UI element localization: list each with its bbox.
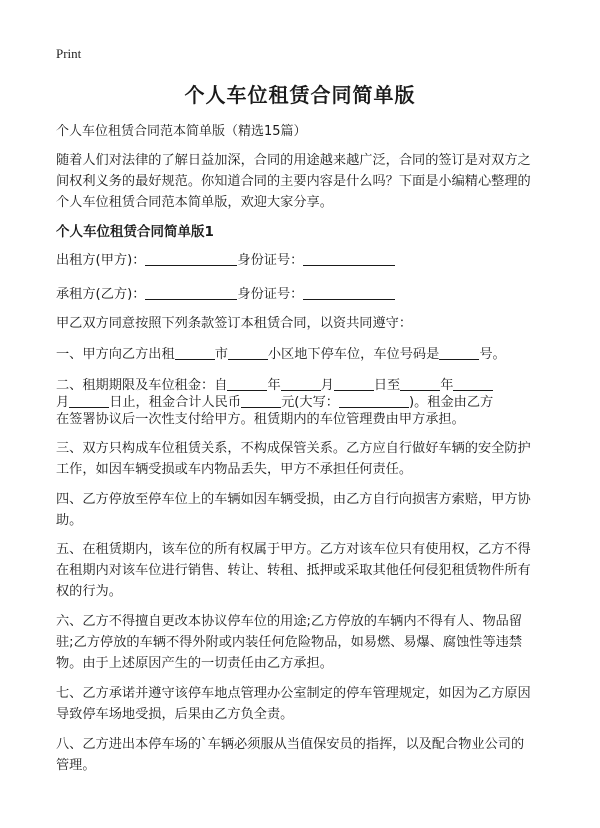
lessor-label: 出租方(甲方)：: [56, 253, 146, 268]
end-year-label: 年: [440, 378, 454, 393]
day-to-label: 日至: [373, 378, 401, 393]
city-blank: [175, 345, 215, 360]
clause-6-line-3: 物。由于上述原因产生的一切责任由乙方承担。: [56, 656, 333, 671]
clause-2-total-label: 日止，租金合计人民币: [109, 395, 242, 410]
start-month-blank: [281, 376, 321, 391]
page-title: 个人车位租赁合同简单版: [184, 83, 416, 107]
intro-line-1: 随着人们对法律的了解日益加深，合同的用途越来越广泛，合同的签订是对双方之: [56, 153, 531, 168]
lessor-id-label: 身份证号：: [237, 253, 304, 268]
clause-7-line-1: 七、乙方承诺并遵守该停车地点管理办公室制定的停车管理规定，如因为乙方原因: [56, 686, 531, 701]
month-label: 月: [320, 378, 334, 393]
clause-3-line-2: 工作，如因车辆受损或车内物品丢失，甲方不承担任何责任。: [56, 462, 413, 477]
lessee-id-label: 身份证号：: [237, 287, 304, 302]
end-day-blank: [69, 393, 109, 408]
end-year-blank: [400, 376, 440, 391]
clause-5-line-2: 在租期内对该车位进行销售、转让、转租、抵押或采取其他任何侵犯租赁物件所有: [56, 563, 531, 578]
clause-2-tail: )。租金由乙方: [408, 395, 494, 410]
clause-7-line-2: 导致停车场地受损，后果由乙方负全责。: [56, 707, 294, 722]
clause-5-line-3: 权的行为。: [56, 584, 122, 599]
yuan-label: 元(大写：: [281, 395, 339, 410]
clause-1: [56, 344, 548, 365]
clause-3-line-1: 三、双方只构成车位租赁关系，不构成保管关系。乙方应自行做好车辆的安全防护: [56, 441, 531, 456]
community-blank: [228, 345, 268, 360]
lessor-line: [56, 250, 548, 271]
year-label: 年: [267, 378, 281, 393]
lessee-name-blank: [145, 285, 237, 300]
start-day-blank: [334, 376, 374, 391]
amount-blank: [241, 393, 281, 408]
clause-8-line-2: 管理。: [56, 758, 96, 773]
amount-words-blank: [339, 393, 409, 408]
clause-2-text-a: 二、租期期限及车位租金：自: [56, 378, 228, 393]
clause-4-line-2: 助。: [56, 513, 83, 528]
end-month-label: 月: [56, 395, 70, 410]
clause-1-text-a: 一、甲方向乙方出租: [56, 347, 175, 362]
space-number-blank: [439, 345, 479, 360]
lessor-id-blank: [303, 251, 395, 266]
clause-6-line-2: 驻;乙方停放的车辆不得外附或内装任何危险物品，如易燃、易爆、腐蚀性等违禁: [56, 635, 523, 650]
clause-2-line-3: 在签署协议后一次性支付给甲方。租赁期内的车位管理费由甲方承担。: [56, 412, 465, 427]
clause-4-line-1: 四、乙方停放至停车位上的车辆如因车辆受损，由乙方自行向损害方索赔，甲方协: [56, 492, 531, 507]
intro-line-3: 个人车位租赁合同范本简单版，欢迎大家分享。: [56, 195, 333, 210]
lessee-line: [56, 284, 548, 305]
clause-1-text-b: 市: [214, 347, 228, 362]
start-year-blank: [227, 376, 267, 391]
lessor-name-blank: [145, 251, 237, 266]
subtitle: 个人车位租赁合同范本简单版（精选15篇）: [56, 124, 307, 139]
print-label[interactable]: Print: [56, 46, 82, 61]
section-heading: 个人车位租赁合同简单版1: [56, 224, 214, 240]
clause-8-line-1: 八、乙方进出本停车场的`车辆必须服从当值保安员的指挥，以及配合物业公司的: [56, 737, 525, 752]
clause-1-text-c: 小区地下停车位，车位号码是: [267, 347, 440, 362]
clause-5-line-1: 五、在租赁期内，该车位的所有权属于甲方。乙方对该车位只有使用权，乙方不得: [56, 542, 531, 557]
intro-line-2: 间权利义务的最好规范。你知道合同的主要内容是什么吗？下面是小编精心整理的: [56, 174, 531, 189]
clause-6-line-1: 六、乙方不得擅自更改本协议停车位的用途;乙方停放的车辆内不得有人、物品留: [56, 614, 523, 629]
end-month-blank-start: [453, 376, 493, 391]
lessee-label: 承租方(乙方)：: [56, 287, 146, 302]
clause-1-text-d: 号。: [479, 347, 506, 362]
agreement-line: 甲乙双方同意按照下列条款签订本租赁合同，以资共同遵守：: [56, 316, 413, 331]
lessee-id-blank: [303, 285, 395, 300]
